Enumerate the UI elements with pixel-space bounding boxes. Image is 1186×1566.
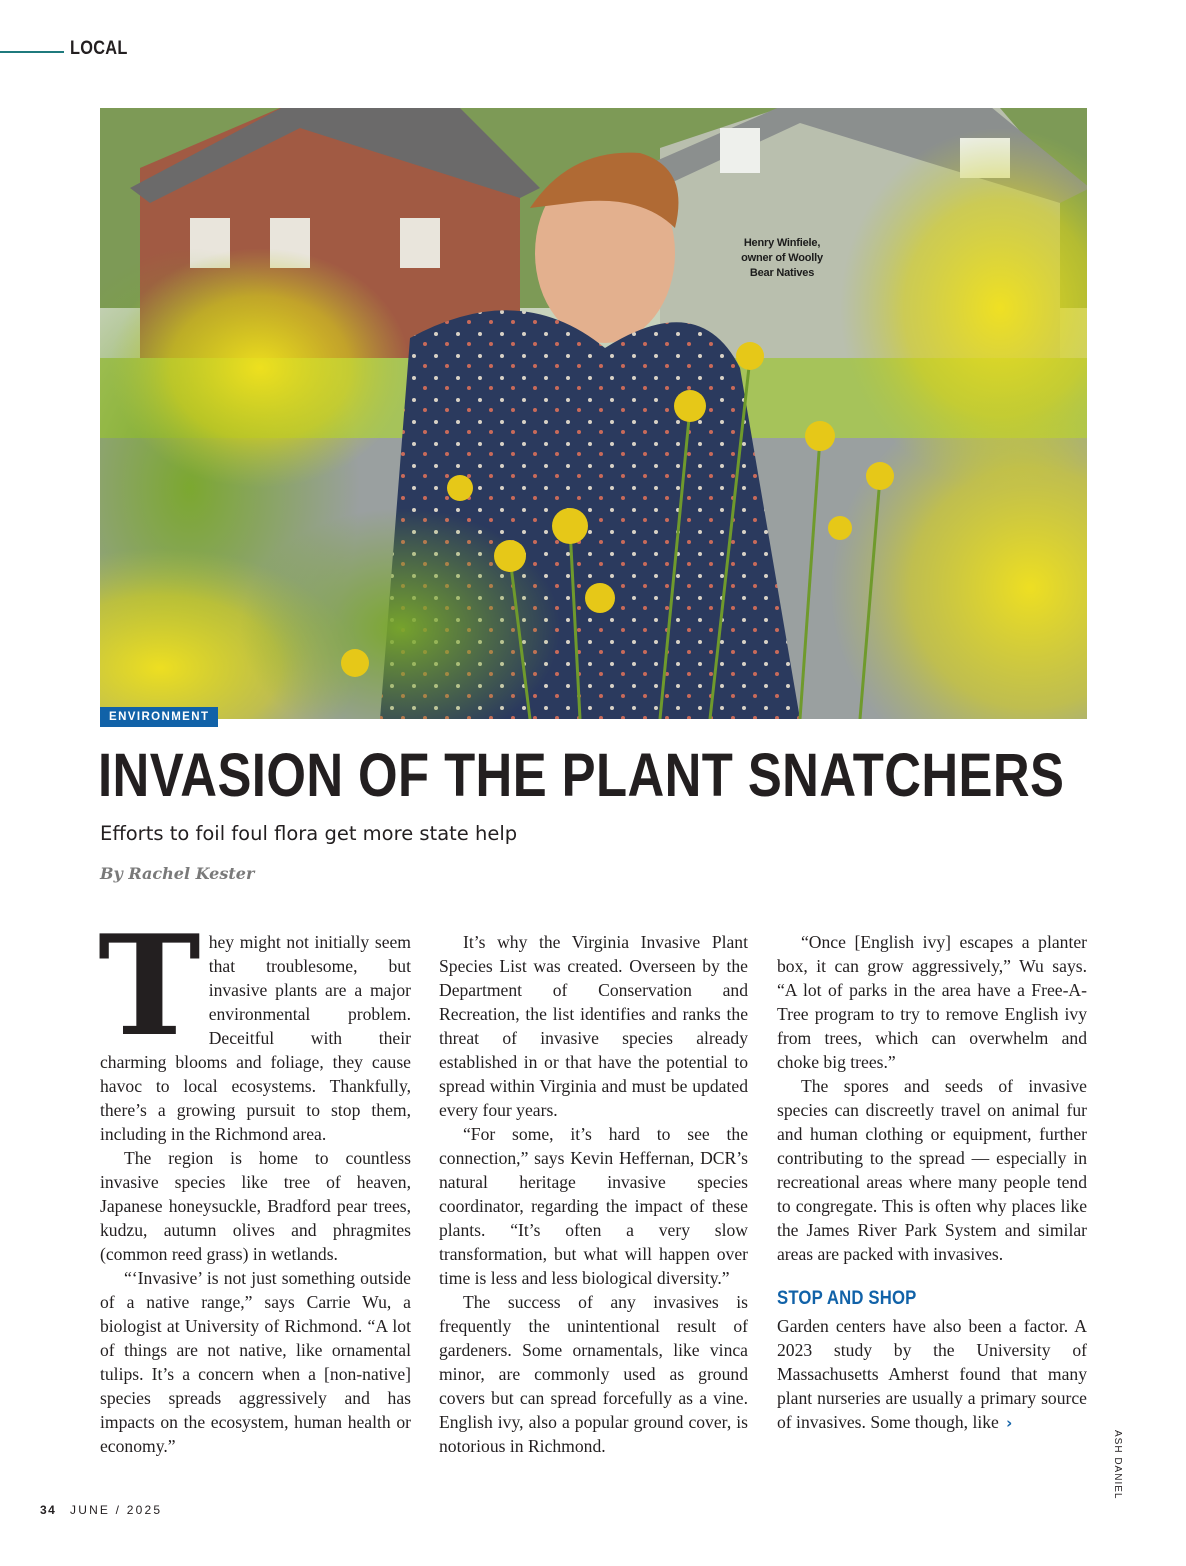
paragraph: “Once [English ivy] escapes a planter box, it can grow aggressively,” Wu says. “A lot of parks in the area have a Free-A-Tree program to try to remove English ivy from trees, which can overwhelm and choke big trees.” bbox=[777, 932, 1087, 1072]
section-label: LOCAL bbox=[70, 38, 128, 59]
chevron-right-icon: › bbox=[1000, 1414, 1013, 1432]
paragraph-text: Garden centers have also been a factor. A 2023 study by the University of Massachusetts Amherst found that many plant nurseries are usually a primary source of invasives. Some though, like bbox=[777, 1316, 1087, 1432]
category-tag: ENVIRONMENT bbox=[100, 707, 218, 727]
issue-date: JUNE / 2025 bbox=[70, 1503, 163, 1517]
page-number: 34 bbox=[40, 1503, 57, 1517]
paragraph: The spores and seeds of invasive species can discreetly travel on animal fur and human clothing or equipment, further contributing to the spread — especially in recreational areas where many people tend to congregate. This is often why places like the James River Park System and similar areas are packed with invasives. bbox=[777, 1076, 1087, 1264]
article-column-3 bbox=[777, 930, 1087, 1435]
caption-line: Henry Winfiele, bbox=[743, 237, 821, 249]
paragraph: “‘Invasive’ is not just something outside of a native range,” says Carrie Wu, a biologist at University of Richmond. “A lot of things are not native, like ornamental tulips. It’s a concern when a [non-native] species spreads aggressively and has impacts on the ecosystem, human health or economy.” bbox=[100, 1268, 411, 1456]
article-column-2 bbox=[439, 930, 748, 1458]
caption-line: Bear Natives bbox=[749, 267, 815, 279]
paragraph bbox=[98, 904, 411, 1146]
section-subhead: STOP AND SHOP bbox=[777, 1288, 917, 1309]
caption-line: owner of Woolly bbox=[741, 252, 823, 264]
article-column-1 bbox=[98, 904, 411, 1458]
paragraph: The region is home to countless invasive species like tree of heaven, Japanese honeysuckle, Bradford pear trees, kudzu, autumn olives and phragmites (common reed grass) in wetlands. bbox=[100, 1148, 411, 1264]
photo-caption bbox=[724, 236, 840, 281]
paragraph: “For some, it’s hard to see the connection,” says Kevin Heffernan, DCR’s natural heritage invasive species coordinator, regarding the impact of these plants. “It’s often a very slow transformation, but what will happen over time is less and less biological diversity.” bbox=[439, 1124, 748, 1288]
paragraph: It’s why the Virginia Invasive Plant Species List was created. Overseen by the Department of Conservation and Recreation, the list identifies and ranks the threat of invasive species already established in or that have the potential to spread within Virginia and must be updated every four years. bbox=[439, 932, 748, 1120]
drop-cap: T bbox=[98, 904, 201, 1067]
section-rule bbox=[0, 51, 64, 53]
article-dek: Efforts to foil foul flora get more state help bbox=[100, 822, 518, 845]
paragraph-text: hey might not initially seem that troublesome, but invasive plants are a major environmental problem. Deceitful with their charming blooms and foliage, they cause havoc to local ecosystems. Thankfully, there’s a growing pursuit to stop them, including in the Richmond area. bbox=[100, 932, 411, 1144]
paragraph: The success of any invasives is frequently the unintentional result of gardeners. Some ornamentals, like vinca minor, are commonly used as ground covers but can spread forcefully as a vine. English ivy, also a popular ground cover, is notorious in Richmond. bbox=[439, 1292, 748, 1456]
article-headline: INVASION OF THE PLANT SNATCHERS bbox=[98, 741, 1065, 809]
paragraph bbox=[777, 1314, 1087, 1435]
photo-credit: ASH DANIEL bbox=[1112, 1430, 1123, 1500]
article-byline: By Rachel Kester bbox=[100, 864, 255, 883]
feature-photo bbox=[100, 108, 1087, 719]
